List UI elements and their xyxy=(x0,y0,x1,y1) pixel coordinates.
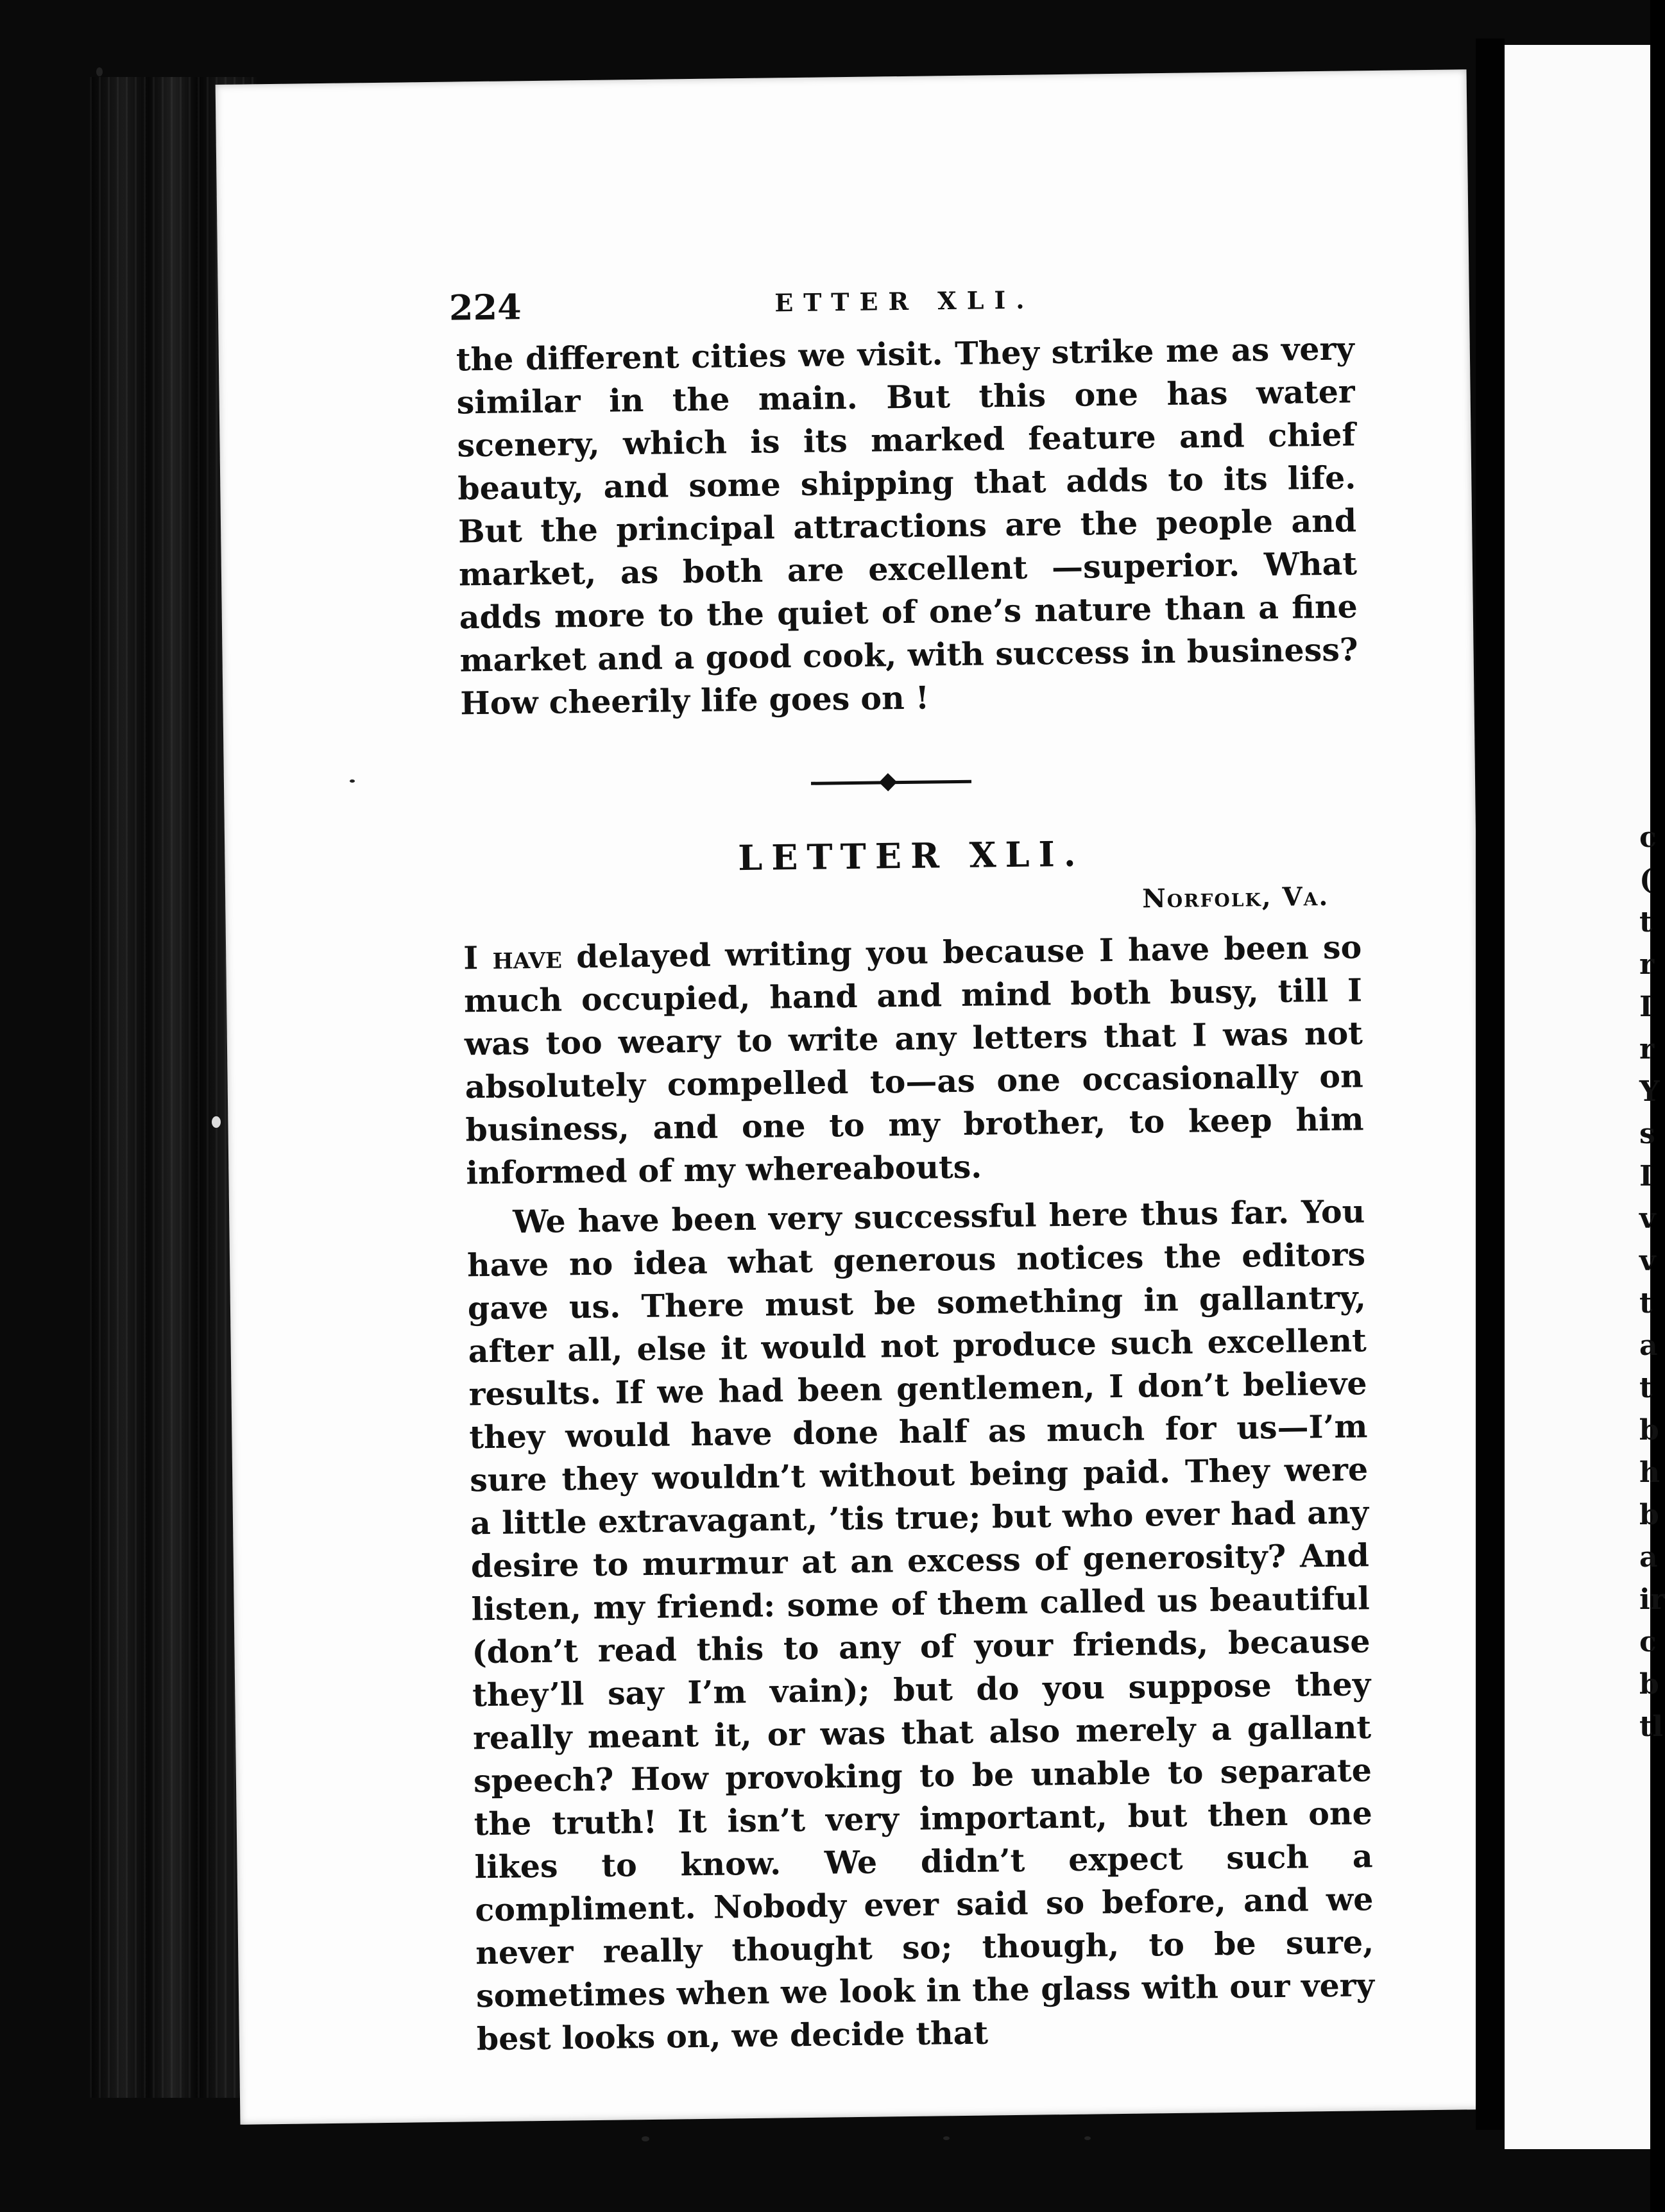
page-text-block xyxy=(448,276,1376,2061)
facing-page-letter: r xyxy=(1639,948,1655,981)
facing-page-letter: b xyxy=(1639,1414,1659,1447)
facing-page-letter: c xyxy=(1639,1626,1657,1658)
running-head xyxy=(448,276,1354,338)
facing-page-letter: v xyxy=(1639,1202,1656,1235)
book-gutter xyxy=(1476,38,1505,2130)
facing-page-letter: Y xyxy=(1639,1075,1660,1108)
book-page xyxy=(216,69,1492,2125)
facing-page-letter: b xyxy=(1639,1499,1659,1531)
facing-page-letters xyxy=(1639,45,1665,2149)
running-head-title: ETTER XLI. xyxy=(774,285,1035,318)
facing-page-letter: ( xyxy=(1639,864,1653,896)
facing-page-letter: t xyxy=(1639,906,1653,939)
page-number: 224 xyxy=(448,286,522,328)
facing-page-letter: h xyxy=(1639,1456,1660,1489)
facing-page-letter: v xyxy=(1639,1245,1656,1277)
facing-page-letter: t xyxy=(1639,1372,1653,1404)
facing-page-edge xyxy=(1505,45,1665,2149)
facing-page-letter: I xyxy=(1639,991,1653,1023)
letter-paragraph-1 xyxy=(463,926,1365,1195)
facing-page-letter: I xyxy=(1639,1160,1653,1193)
facing-page-letter: tl xyxy=(1639,1710,1664,1743)
opening-word: I have xyxy=(463,938,563,977)
facing-page-letter: b xyxy=(1639,1668,1659,1701)
letter-location: Norfolk, Va. xyxy=(1141,881,1329,914)
facing-page-letter: ir xyxy=(1639,1583,1665,1616)
paragraph-1-text: delayed writing you because I have been so much occupied, hand and mind both busy, till I was too weary to write any letters that I was not absolutely compelled to—as one occasionally on business, and one to my brother, to keep him informed of my whereabouts. xyxy=(463,928,1364,1192)
divider-diamond-icon xyxy=(879,773,897,791)
facing-page-letter: c xyxy=(1639,821,1657,854)
facing-page-letter: a xyxy=(1639,1329,1658,1362)
letter-heading: LETTER XLI. xyxy=(737,833,1085,879)
facing-page-letter: a xyxy=(1639,1541,1658,1574)
letter-paragraph-2: We have been very successful here thus far. You have no idea what generous notices the editors gave us. There must be something in gallantry, after all, else it would not produce such excellent results. If we had been gentlemen, I don’t believe they would have done half as much for us—I’m sure they wouldn’t without being paid. They were a little extravagant, ’tis true; but who ever had any desire to murmur at an excess of generosity? And listen, my friend: some of them called us beautiful (don’t read this to any of your friends, because they’ll say I’m vain); but do you suppose they really meant it, or was that also merely a gallant speech? How provoking to be unable to separate the truth! It isn’t very important, but then one likes to know. We didn’t expect such a compliment. Nobody ever said so before, and we never really thought so; though, to be sure, sometimes when we look in the glass with our very best looks on, we decide that xyxy=(466,1193,1375,2058)
facing-page-letter: r xyxy=(1639,1033,1655,1066)
section-divider-ornament xyxy=(461,740,1360,828)
facing-page-letter: t xyxy=(1639,1287,1653,1320)
facing-page-letter: s xyxy=(1639,1118,1655,1150)
previous-letter-closing-paragraph: the different cities we visit. They strike me as very similar in the main. But this one has water scenery, which is its marked feature and chief beauty, and some shipping that adds to its life. But the principal attractions are the people and market, as both are excellent —superior. What adds more to the quiet of one’s nature than a fine market and a good cook, with success in business? How cheerily life goes on ! xyxy=(456,330,1358,722)
